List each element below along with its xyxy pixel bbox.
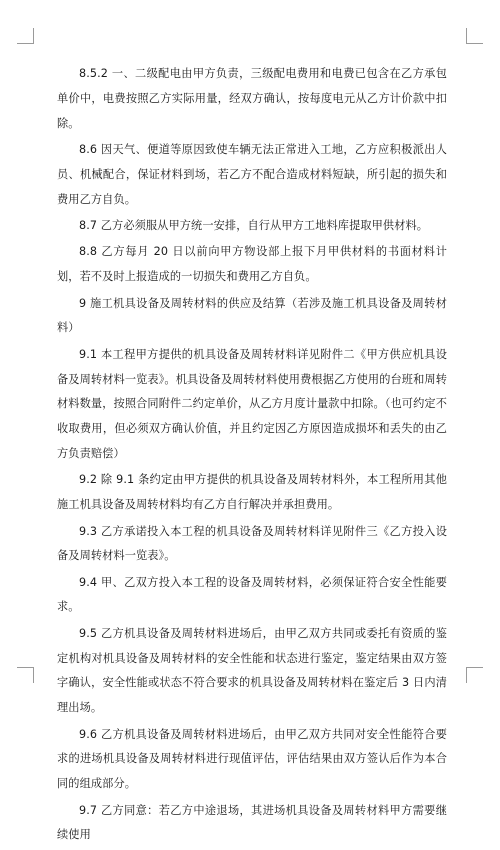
clause-9-5: 9.5 乙方机具设备及周转材料进场后，由甲乙双方共同或委托有资质的鉴定机构对机具设备及周转材料的安全性能和状态进行鉴定，鉴定结果由双方签字确认，安全性能或状态不符合要求的机具设备及周转材料在鉴定后 3 日内清理出场。	[57, 626, 447, 715]
clause-8-8: 8.8 乙方每月 20 日以前向甲方物设部上报下月甲供材料的书面材料计划，若不及时上报造成的一切损失和费用乙方自负。	[57, 245, 447, 284]
section-9-heading: 9 施工机具设备及周转材料的供应及结算（若涉及施工机具设备及周转材料）	[57, 296, 447, 335]
clause-8-5-2: 8.5.2 一、二级配电由甲方负责，三级配电费用和电费已包含在乙方承包单价中，电费按照乙方实际用量，经双方确认，按每度电元从乙方计价款中扣除。	[57, 67, 447, 130]
clause-9-4: 9.4 甲、乙双方投入本工程的设备及周转材料，必须保证符合安全性能要求。	[57, 575, 447, 614]
clause-9-2: 9.2 除 9.1 条约定由甲方提供的机具设备及周转材料外，本工程所用其他施工机具设备及周转材料均有乙方自行解决并承担费用。	[57, 473, 447, 512]
clause-9-7: 9.7 乙方同意：若乙方中途退场，其进场机具设备及周转材料甲方需要继续使用	[57, 803, 447, 842]
clause-8-6: 8.6 因天气、便道等原因致使车辆无法正常进入工地，乙方应积极派出人员、机械配合，保证材料到场，若乙方不配合造成材料短缺，所引起的损失和费用乙方自负。	[57, 142, 447, 206]
clause-8-7: 8.7 乙方必须服从甲方统一安排，自行从甲方工地料库提取甲供材料。	[79, 218, 429, 232]
clause-9-3: 9.3 乙方承诺投入本工程的机具设备及周转材料详见附件三《乙方投入设备及周转材料一览表》。	[57, 524, 447, 563]
clause-9-1: 9.1 本工程甲方提供的机具设备及周转材料详见附件二《甲方供应机具设备及周转材料一览表》。机具设备及周转材料使用费根据乙方使用的台班和周转材料数量，按照合同附件二约定单价，从乙方月度计量款中扣除。（也可约定不收取费用，但必须双方确认价值，并且约定因乙方原因造成损坏和丢失的由乙方负责赔偿）	[57, 347, 447, 460]
document-body	[57, 62, 447, 850]
clause-9-6: 9.6 乙方机具设备及周转材料进场后，由甲乙双方共同对安全性能符合要求的进场机具设备及周转材料进行现值评估，评估结果由双方签认后作为本合同的组成部分。	[57, 727, 447, 791]
